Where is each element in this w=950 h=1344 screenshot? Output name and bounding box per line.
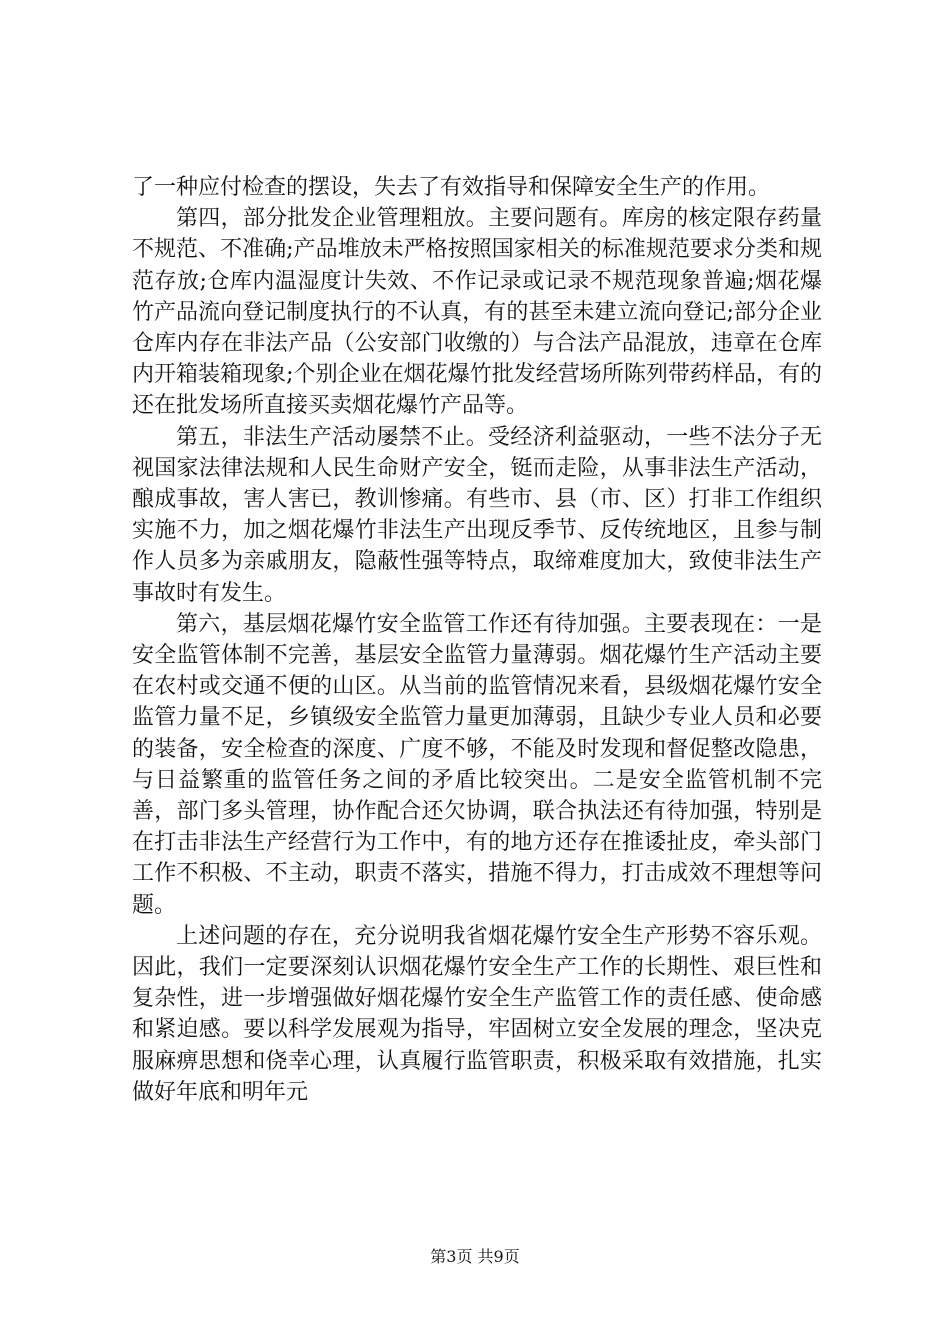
body-text xyxy=(132,172,822,1108)
page-number-footer: 第3页 共9页 xyxy=(430,1247,520,1266)
paragraph-sixth: 第六，基层烟花爆竹安全监管工作还有待加强。主要表现在：一是安全监管体制不完善，基层安全监管力量薄弱。烟花爆竹生产活动主要在农村或交通不便的山区。从当前的监管情况来看，县级烟花爆竹安全监管力量不足，乡镇级安全监管力量更加薄弱，且缺少专业人员和必要的装备，安全检查的深度、广度不够，不能及时发现和督促整改隐患，与日益繁重的监管任务之间的矛盾比较突出。二是安全监管机制不完善，部门多头管理，协作配合还欠协调，联合执法还有待加强，特别是在打击非法生产经营行为工作中，有的地方还存在推诿扯皮，牵头部门工作不积极、不主动，职责不落实，措施不得力，打击成效不理想等问题。 xyxy=(132,611,822,918)
paragraph-fifth: 第五，非法生产活动屡禁不止。受经济利益驱动，一些不法分子无视国家法律法规和人民生命财产安全，铤而走险，从事非法生产活动，酿成事故，害人害已，教训惨痛。有些市、县（市、区）打非工作组织实施不力，加之烟花爆竹非法生产出现反季节、反传统地区，且参与制作人员多为亲戚朋友，隐蔽性强等特点，取缔难度加大，致使非法生产事故时有发生。 xyxy=(132,424,822,606)
paragraph-fourth: 第四，部分批发企业管理粗放。主要问题有。库房的核定限存药量不规范、不准确;产品堆放未严格按照国家相关的标准规范要求分类和规范存放;仓库内温湿度计失效、不作记录或记录不规范现象普遍;烟花爆竹产品流向登记制度执行的不认真，有的甚至未建立流向登记;部分企业仓库内存在非法产品（公安部门收缴的）与合法产品混放，违章在仓库内开箱装箱现象;个别企业在烟花爆竹批发经营场所陈列带药样品，有的还在批发场所直接买卖烟花爆竹产品等。 xyxy=(132,206,822,419)
paragraph-continuation: 了一种应付检查的摆设，失去了有效指导和保障安全生产的作用。 xyxy=(132,175,771,200)
paragraph-summary: 上述问题的存在，充分说明我省烟花爆竹安全生产形势不容乐观。因此，我们一定要深刻认识烟花爆竹安全生产工作的长期性、艰巨性和复杂性，进一步增强做好烟花爆竹安全生产监管工作的责任感、使命感和紧迫感。要以科学发展观为指导，牢固树立安全发展的理念，坚决克服麻痹思想和侥幸心理，认真履行监管职责，积极采取有效措施，扎实做好年底和明年元 xyxy=(132,923,822,1105)
